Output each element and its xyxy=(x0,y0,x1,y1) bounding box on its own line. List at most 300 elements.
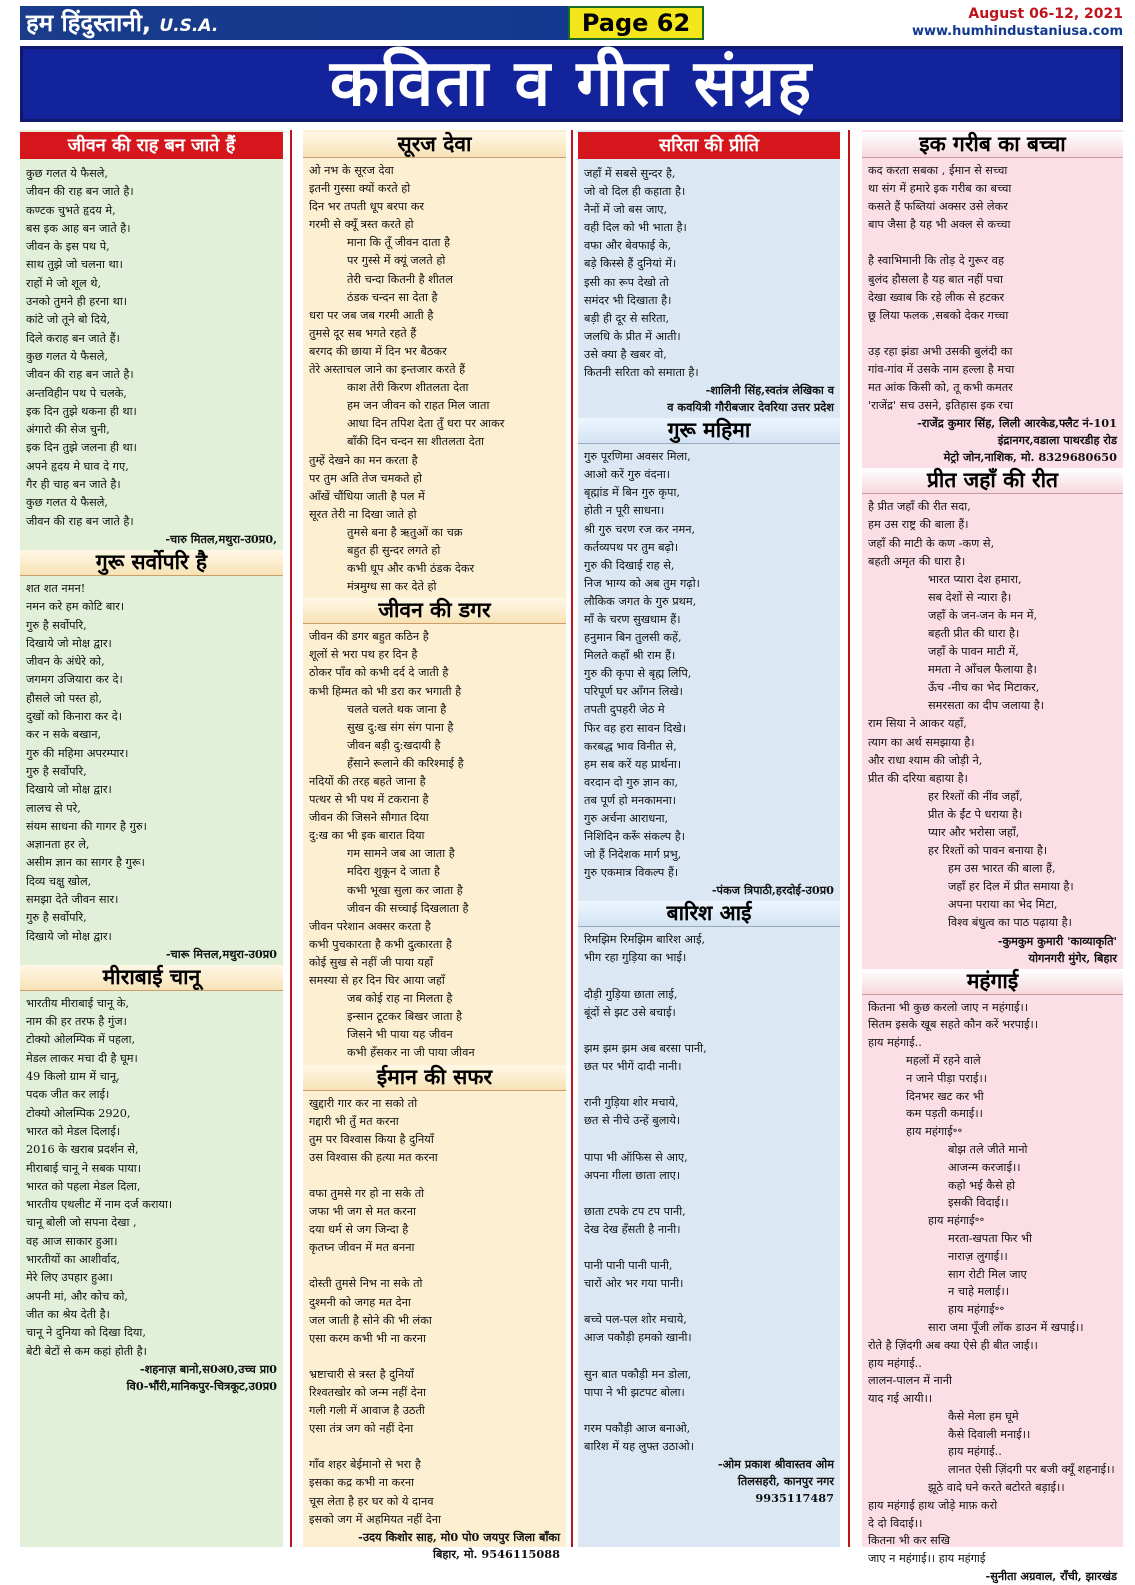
poem-line xyxy=(309,1167,560,1185)
poem-line: चानू ने दुनिया को दिखा दिया, xyxy=(26,1326,146,1340)
poem-line: बड़ी ही दूर से सरिता, xyxy=(584,311,670,325)
poem-line: दिनभर खट कर भी xyxy=(906,1089,984,1103)
poem-line: जहाँ हर दिल में प्रीत समाया है। xyxy=(948,880,1074,894)
poem-line: जो हैं निदेशक मार्ग प्रभु, xyxy=(584,848,682,862)
poem-line: छू लिया फलक ,सबको देकर गच्चा xyxy=(868,308,1009,322)
poem-body xyxy=(20,995,283,1361)
poem-line: कसते हैं फब्तियां अक्सर उसे लेकर xyxy=(868,200,1008,214)
poem-line: इसकी विदाई।। xyxy=(948,1196,1009,1210)
issue-date: August 06-12, 2021 xyxy=(968,6,1123,22)
poem-line: गुरु की दिखाई राह से, xyxy=(584,558,675,572)
poem-line: शूलों से भरा पथ हर दिन है xyxy=(309,648,418,662)
poem-line: तपती दुपहरी जेठ मे xyxy=(584,703,665,717)
poem-line: बच्चे पल-पल शोर मचाये, xyxy=(584,1313,687,1327)
poem-line: आज पकौड़ी हमको खानी। xyxy=(584,1331,692,1345)
poem-line: जीवन बड़ी दु:खदायी है xyxy=(347,738,441,752)
poem-line xyxy=(584,1185,834,1203)
poem-line: संयम साधना की गागर है गुरु। xyxy=(26,819,147,833)
poem-line: जगमग उजियारा कर दे। xyxy=(26,673,123,687)
poem-line: अज्ञानता हर ले, xyxy=(26,838,90,852)
page-number: Page 62 xyxy=(568,6,704,40)
poem-author-phone: मेट्रो जोन,नाशिक, मो. 8329680650 xyxy=(943,450,1117,465)
poem-line: असीम ज्ञान का सागर है गुरू। xyxy=(26,856,145,870)
poem-title: गुरू महिमा xyxy=(578,418,840,444)
poem-line: मेरे लिए उपहार हुआ। xyxy=(26,1271,113,1285)
poem-line: गम सामने जब आ जाता है xyxy=(347,847,455,861)
poem-line: हर रिश्तों को पावन बनाया है। xyxy=(928,844,1048,858)
poem-line: हौसले जो पस्त हो, xyxy=(26,691,103,705)
poem-line: कितनी सरिता को समाता है। xyxy=(584,366,699,380)
poem-line: कृतघ्न जीवन में मत बनना xyxy=(309,1241,415,1255)
poem-line: हनुमान बिन तुलसी कहें, xyxy=(584,631,682,645)
poem-title: गुरू सर्वोपरि है xyxy=(20,550,283,576)
poem-author-address: बिहार, मो. 9546115088 xyxy=(433,1546,560,1561)
poem-line: मंत्रमुग्ध सा कर देते हो xyxy=(347,580,437,594)
poem-title: मीराबाई चानू xyxy=(20,965,283,991)
poem-line: काश तेरी किरण शीतलता देता xyxy=(347,381,469,395)
poem-line: पत्थर से भी पथ में टकराना है xyxy=(309,793,429,807)
poem-line: बाप जैसा है यह भी अक्ल से कच्चा xyxy=(868,218,1011,232)
poem-line: गुरु है सर्वोपरि, xyxy=(26,911,87,925)
poem-line: बहती अमृत की धारा है। xyxy=(868,554,966,568)
poem-line: देखा ख्वाब कि रहे लीक से हटकर xyxy=(868,290,1005,304)
poem-line: ममता ने आँचल फैलाया है। xyxy=(928,663,1037,677)
poem-line: बेटी बेटों से कम कहां होती है। xyxy=(26,1344,147,1358)
website-link[interactable]: www.humhindustaniusa.com xyxy=(911,24,1123,39)
poem-title: जीवन की डगर xyxy=(303,598,566,624)
poem-line: बरगद की छाया में दिन भर बैठकर xyxy=(309,344,447,358)
column-divider xyxy=(290,130,292,1547)
poem-line: कभी भूखा सुला कर जाता है xyxy=(347,883,463,897)
poem-line: भ्रष्टाचारी से त्रस्त है दुनियाँ xyxy=(309,1367,414,1381)
poem-line: छाता टपके टप टप पानी, xyxy=(584,1204,686,1218)
poem-line: कोई सुख से नहीं जी पाया यहाँ xyxy=(309,955,434,969)
column-2 xyxy=(303,130,566,1561)
poem-line: देख देख हँसती है नानी। xyxy=(584,1222,681,1236)
poem-line: लानत ऐसी ज़िंदगी पर बजी क्यूँ शहनाई।। xyxy=(948,1463,1115,1477)
poem-line: माना कि तूँ जीवन दाता है xyxy=(347,236,451,250)
poem-line: गरम पकौड़ी आज बनाओ, xyxy=(584,1421,691,1435)
poem-line: बड़े किस्से हैं दुनियां में। xyxy=(584,257,677,271)
poem-line: गुरु एकमात्र विकल्प हैं। xyxy=(584,866,679,880)
poem-line: हाय महंगाई॰॰ xyxy=(928,1214,985,1228)
poem-line: कभी हिम्मत को भी डरा कर भगाती है xyxy=(309,684,462,698)
poem-author: -शालिनी सिंह,स्वतंत्र लेखिका व xyxy=(705,383,834,398)
poem-body xyxy=(303,628,566,1062)
poem-line: लालन-पालन में नानी xyxy=(868,1374,952,1388)
poem-title: महंगाई xyxy=(862,969,1123,995)
poem-line: दिन भर तपती धूप बरपा कर xyxy=(309,200,425,214)
poem-line: वह आज साकार हुआ। xyxy=(26,1234,118,1248)
poem-line: कभी हँसकर ना जी पाया जीवन xyxy=(347,1046,475,1060)
poem-author: -चारू मित्तल,मथुरा-उ0प्र0 xyxy=(165,946,277,961)
brand-bar xyxy=(20,6,580,40)
poem-line: जहाँ में सबसे सुन्दर है, xyxy=(584,167,676,180)
poem-line: राम सिया ने आकर यहाँ, xyxy=(868,717,967,731)
poem-line: हाय महंगाई.. xyxy=(868,1356,922,1370)
poem-line: जिसने भी पाया यह जीवन xyxy=(347,1028,453,1042)
poem-line: हम सब करें यह प्रार्थना। xyxy=(584,757,682,771)
poem-line: रिमझिम रिमझिम बारिश आई, xyxy=(584,933,706,947)
poem-line: मरता-खपता फिर भी xyxy=(948,1231,1032,1245)
poem-line: दुखों को किनारा कर दे। xyxy=(26,710,123,724)
poem-line: सब देशों से न्यारा है। xyxy=(928,590,1012,604)
poem-line: दिखाये जो मोक्ष द्वार। xyxy=(26,783,112,797)
poem-line: प्यार और भरोसा जहाँ, xyxy=(928,826,1020,839)
poem-line: बाँकी दिन चन्दन सा शीतलता देता xyxy=(347,435,485,449)
poem-line: मदिरा शुकून दे जाता है xyxy=(347,865,440,879)
poem-line: हाय महंगाई.. xyxy=(948,1445,1002,1459)
poem-line: इतनी गुस्सा क्यों करते हो xyxy=(309,182,411,196)
poem-line: जीवन की राह बन जाते है। xyxy=(26,368,134,382)
poem-line: गुरु पूरणिमा अवसर मिला, xyxy=(584,450,691,464)
poem-line: जफा भी जग से मत करना xyxy=(309,1205,416,1219)
poem-line: महलों में रहने वाले xyxy=(906,1053,981,1067)
poem-line: कम पड़ती कमाई।। xyxy=(906,1107,983,1121)
poem-line: टोक्यो ओलम्पिक में पहला, xyxy=(26,1033,136,1047)
poem-line: हाय महंगाई.. xyxy=(868,1036,922,1050)
poem-line: उड़ रहा झंडा अभी उसकी बुलंदी का xyxy=(868,344,1013,358)
poem-line: जीवन की डगर बहुत कठिन है xyxy=(309,630,429,644)
poem-line: हँसाने रूलाने की करिश्माई है xyxy=(347,756,464,770)
poem-line: कुछ गलत ये फैसले, xyxy=(26,496,108,510)
poem-line: विश्व बंधुत्व का पाठ पढ़ाया है। xyxy=(948,916,1072,930)
poem-line: अंगारो की सेज चुनी, xyxy=(26,423,110,437)
poem-line: जो वो दिल ही कहाता है। xyxy=(584,185,686,199)
poem-line: साथ तुझे जो चलना था। xyxy=(26,258,123,272)
poem-line: जीवन की जिसने सौगात दिया xyxy=(309,811,429,825)
poem-line: अन्तविहीन पथ पे चलके, xyxy=(26,386,127,400)
poem-author-address: वि0-भौंरी,मानिकपुर-चित्रकूट,उ0प्र0 xyxy=(126,1378,277,1393)
poem-body xyxy=(862,999,1123,1569)
poem-line: उनको तुमने ही हरना था। xyxy=(26,295,128,309)
poem-line: उस विश्वास की हत्या मत करना xyxy=(309,1150,438,1164)
poem-line: गाँव शहर बेईमानो से भरा है xyxy=(309,1458,421,1472)
poem-line: कितना भी कुछ करलो जाए न महंगाई।। xyxy=(868,1000,1029,1014)
poem-line: है स्वाभिमानी कि तोड़ दे गुरूर वह xyxy=(868,254,1004,268)
poem-line: शत शत नमन! xyxy=(26,581,86,595)
poem-author: -सुनीता अग्रवाल, राँची, झारखंड xyxy=(985,1569,1117,1584)
poem-line: गुरु की कृपा से बृह्म लिपि, xyxy=(584,667,692,681)
poem-line: कुछ गलत ये फैसले, xyxy=(26,349,108,363)
poem-line: 49 किलो ग्राम में चानू, xyxy=(26,1070,120,1084)
poem-line xyxy=(309,1348,560,1366)
poem-line: धरा पर जब जब गरमी आती है xyxy=(309,308,434,322)
poem-line: छत पर भीगें दादी नानी। xyxy=(584,1060,682,1074)
section-banner: कविता व गीत संग्रह xyxy=(20,46,1123,122)
poem-line: बारिश में यह लुफ्त उठाओ। xyxy=(584,1440,694,1453)
poem-line: कैसे मेला हम घूमे xyxy=(948,1409,1019,1423)
poem-line: अपना गीला छाता लाए। xyxy=(584,1168,681,1182)
poem-line: ठोकर पाँव को कभी दर्द दे जाती है xyxy=(309,666,449,680)
poem-line xyxy=(584,1130,834,1148)
poem-line: इसको जग में अहमियत नहीं देना xyxy=(309,1512,441,1526)
poem-line: दुश्मनी को जगह मत देना xyxy=(309,1295,411,1309)
poem-line: भारत को मेडल दिलाई। xyxy=(26,1124,121,1138)
poem-line: बोझ तले जीते मानो xyxy=(948,1142,1028,1156)
poem-author: -पंकज त्रिपाठी,हरदोई-उ0प्र0 xyxy=(711,883,834,898)
poem-line: कद करता सबका , ईमान से सच्चा xyxy=(868,164,1008,177)
poem-line: गरमी से क्यूँ त्रस्त करते हो xyxy=(309,218,414,232)
poem-line: भारतीयों का आशीर्वाद, xyxy=(26,1253,121,1267)
poem-line: साग रोटी मिल जाए xyxy=(948,1267,1027,1281)
poem-line: आँखें चौंधिया जाती है पल में xyxy=(309,489,425,503)
poem-line: गांव-गांव में उसके नाम हल्ला है मचा xyxy=(868,363,1015,377)
poem-line: करबद्ध भाव विनीत से, xyxy=(584,739,677,753)
column-3 xyxy=(578,130,840,1547)
poem-line: और राधा श्याम की जोड़ी ने, xyxy=(868,753,983,767)
poem-line: गैर ही चाह बन जाते है। xyxy=(26,478,121,492)
poem-line: मत आंक किसी को, तू कभी कमतर xyxy=(868,381,1013,395)
poem-line: सारा जमा पूँजी लॉक डाउन में खपाई।। xyxy=(928,1320,1084,1334)
poem-line xyxy=(584,1348,834,1366)
poem-line: समंदर भी दिखाता है। xyxy=(584,293,672,307)
poem-line: जीवन की राह बन जाते है। xyxy=(26,185,134,199)
poem-author-address: तिलसहरी, कानपुर नगर xyxy=(737,1474,834,1489)
poem-line: दिले कराह बन जाते हैं। xyxy=(26,331,120,345)
poem-line: टोक्यो ओलम्पिक 2920, xyxy=(26,1106,131,1120)
poem-line: समझा देते जीवन सार। xyxy=(26,892,119,906)
poem-line: जीवन की राह बन जाते है। xyxy=(26,514,134,528)
poem-line: हम उस भारत की बाला हैं, xyxy=(948,862,1056,876)
poem-line: उसे क्या है खबर वो, xyxy=(584,347,667,361)
poem-line: भीग रहा गुड़िया का भाई। xyxy=(584,951,687,965)
poem-title: सरिता की प्रीति xyxy=(578,132,840,159)
poem-line: कांटे जो तूने बो दिये, xyxy=(26,313,111,327)
poem-author-phone: 9935117487 xyxy=(755,1491,834,1506)
poem-title: इक गरीब का बच्चा xyxy=(862,132,1123,158)
poem-line: नाम की हर तरफ है गुंज। xyxy=(26,1015,127,1029)
poem-line: दिखाये जो मोक्ष द्वार। xyxy=(26,929,112,943)
masthead xyxy=(20,6,1123,42)
poem-line: पर तुम अति तेज चमकते हो xyxy=(309,471,422,485)
poem-line: वही दिल को भी भाता है। xyxy=(584,221,687,235)
poem-line: पदक जीत कर लाई। xyxy=(26,1088,110,1102)
poem-author: -चारु मितल,मथुरा-उ0प्र0, xyxy=(165,531,277,546)
poem-line: आजन्म करजाई।। xyxy=(948,1160,1021,1174)
poem-body xyxy=(862,498,1123,932)
poem-line: अपना पराया का भेद मिटा, xyxy=(948,898,1058,912)
poem-line xyxy=(584,1076,834,1094)
poem-line: समस्या से हर दिन घिर आया जहाँ xyxy=(309,974,445,988)
poem-line: अपने हृदय मे घाव दे गए, xyxy=(26,459,129,473)
poem-line: बूंदों से झट उसे बचाई। xyxy=(584,1005,676,1019)
poem-line: प्रीत के ईंट पे धराया है। xyxy=(928,807,1023,821)
poem-line: छत से नीचे उन्हें बुलाये। xyxy=(584,1114,681,1128)
poem-line: कहो भई कैसे हो xyxy=(948,1178,1016,1192)
poem-body xyxy=(578,165,840,382)
poem-line: कभी धूप और कभी ठंडक देकर xyxy=(347,562,475,576)
poem-author: -कुमकुम कुमारी 'काव्याकृति' xyxy=(997,933,1117,948)
poem-line: इक दिन तुझे थकना ही था। xyxy=(26,404,137,418)
column-divider xyxy=(848,130,850,1547)
poem-line: बस इक आह बन जाते है। xyxy=(26,221,131,235)
poem-title: जीवन की राह बन जाते हैं xyxy=(20,132,283,159)
poem-line: जहाँ के पावन माटी में, xyxy=(928,645,1019,659)
poem-line: जलधि के प्रीत में आती। xyxy=(584,329,681,343)
poem-line: आओ करें गुरु वंदना। xyxy=(584,468,671,482)
poem-line: याद गई आयी।। xyxy=(868,1392,933,1406)
poem-line: 2016 के खराब प्रदर्शन से, xyxy=(26,1143,139,1157)
poem-line: भारतीय एथलीट में नाम दर्ज कराया। xyxy=(26,1198,173,1212)
poem-line: चारों ओर भर गया पानी। xyxy=(584,1277,684,1291)
poem-line: भारत प्यारा देश हमारा, xyxy=(928,572,1022,586)
poem-body xyxy=(303,162,566,596)
poem-line: हर रिश्तों की नींव जहाँ, xyxy=(928,789,1023,803)
poem-line: बहुत ही सुन्दर लगते हो xyxy=(347,543,441,557)
poem-line: दिखाये जो मोक्ष द्वार। xyxy=(26,636,112,650)
poem-line: हाय महंगाई हाथ जोड़े माफ़ करो xyxy=(868,1498,998,1512)
poem-line xyxy=(584,1293,834,1311)
brand-usa: U.S.A. xyxy=(159,16,219,36)
poem-line: कभी पुचकारता है कभी दुत्कारता है xyxy=(309,937,452,951)
poem-line: रानी गुड़िया शोर मचाये, xyxy=(584,1096,679,1110)
poem-body xyxy=(862,162,1123,415)
poem-line: जहाँ के जन-जन के मन में, xyxy=(928,608,1038,622)
poem-line: गद्दारी भी तुँ मत करना xyxy=(309,1114,399,1128)
poem-line: मिलते कहाँ श्री राम हैं। xyxy=(584,649,676,663)
poem-line: होती न पूरी साधना। xyxy=(584,504,665,518)
column-divider xyxy=(571,130,573,1547)
poem-line: वफा तुमसे गर हो ना सके तो xyxy=(309,1186,425,1200)
poem-line: इसका कद्र कभी ना करना xyxy=(309,1476,415,1490)
poem-line: तुमसे बना है ऋतुओं का चक्र xyxy=(347,525,463,539)
poem-line: पापा ने भी झटपट बोला। xyxy=(584,1385,685,1399)
poem-line: तुम्हें देखने का मन करता है xyxy=(309,453,418,467)
poem-line: नैनों में जो बस जाए, xyxy=(584,203,668,217)
poem-line: पानी पानी पानी पानी, xyxy=(584,1259,673,1273)
poem-line: चानू बोली जो सपना देखा , xyxy=(26,1216,137,1230)
poem-body xyxy=(20,580,283,946)
poem-line: बहती प्रीत की धारा है। xyxy=(928,626,1020,640)
poem-title: बारिश आई xyxy=(578,901,840,927)
poem-line: भारतीय मीराबाई चानू के, xyxy=(26,996,129,1010)
poem-line: परिपूर्ण घर आँगन लिखे। xyxy=(584,685,683,699)
poem-line: कर्तव्यपथ पर तुम बढ़ो। xyxy=(584,540,679,554)
poem-author: -ओम प्रकाश श्रीवास्तव ओम xyxy=(717,1457,834,1472)
poem-title: ईमान की सफर xyxy=(303,1065,566,1091)
poem-line: त्याग का अर्थ समझाया है। xyxy=(868,735,975,749)
poem-line: 'राजेंद्र' सच उसने, इतिहास इक रचा xyxy=(868,399,1014,413)
poem-author: -उदय किशोर साह, मो0 पो0 जयपुर जिला बाँका xyxy=(358,1529,560,1544)
poem-line: था संग में हमारे इक गरीब का बच्चा xyxy=(868,182,1012,196)
poem-body xyxy=(303,1095,566,1529)
poem-body xyxy=(578,931,840,1456)
poem-line: आधा दिन तपिश देता तुँ धरा पर आकर xyxy=(347,417,505,431)
brand-name: हम हिंदुस्तानी, xyxy=(26,9,152,37)
poem-line: दु:ख का भी इक बारात दिया xyxy=(309,829,425,843)
poem-line xyxy=(584,1239,834,1257)
poem-line: दिव्य चक्षु खोल, xyxy=(26,874,92,888)
poem-line: मेडल लाकर मचा दी है घूम। xyxy=(26,1051,138,1065)
poem-line: कैसे दिवाली मनाई।। xyxy=(948,1427,1031,1441)
poem-line: नाराज़ लुगाई।। xyxy=(948,1249,1008,1263)
poem-line: गुरु अर्चना आराधना, xyxy=(584,812,669,825)
poem-line: जहाँ की माटी के कण -कण से, xyxy=(868,536,995,550)
poem-line: जल जाती है सोने की भी लंका xyxy=(309,1313,432,1327)
poem-line: निशिदिन करूँ संकल्प है। xyxy=(584,830,686,844)
poem-body xyxy=(20,165,283,531)
poem-line: ओ नभ के सूरज देवा xyxy=(309,164,394,177)
poem-line: निज भाग्य को अब तुम गढ़ो। xyxy=(584,576,700,590)
poem-line: जीत का श्रेय देती है। xyxy=(26,1307,110,1321)
poem-line: हाय महंगाई॰॰ xyxy=(948,1303,1005,1317)
poem-author: -राजेंद्र कुमार सिंह, लिली आरकेड,फ्लैट नं-101 xyxy=(917,416,1117,431)
poem-line: गली गली में आवाज है उठती xyxy=(309,1404,425,1418)
poem-line: नमन करे हम कोटि बार। xyxy=(26,600,125,614)
poem-line: जीवन परेशान अक्सर करता है xyxy=(309,919,431,933)
poem-line: रोते है ज़िंदगी अब क्या ऐसे ही बीत जाई।। xyxy=(868,1338,1038,1352)
poem-line: अपनी मां, और कोच को, xyxy=(26,1289,129,1303)
poem-line: चूस लेता है हर घर को ये दानव xyxy=(309,1494,434,1508)
poem-line: बृह्मांड में बिन गुरु कृपा, xyxy=(584,486,680,500)
poem-line: भारत को पहला मेडल दिला, xyxy=(26,1179,141,1193)
poem-author: -शहनाज़ बानो,स0अ0,उच्च प्रा0 xyxy=(139,1361,277,1376)
poem-line xyxy=(868,325,1117,343)
poem-line: कर न सके बखान, xyxy=(26,728,102,742)
poem-line xyxy=(584,968,834,986)
poem-line: दया धर्म से जग जिन्दा है xyxy=(309,1223,409,1237)
poem-line: एसा करम कभी भी ना करना xyxy=(309,1331,426,1345)
poem-line: तुमसे दूर सब भगते रहते हैं xyxy=(309,326,417,340)
poem-line: इसी का रूप देखो तो xyxy=(584,275,669,289)
poem-line: हम उस राष्ट्र की बाला हैं। xyxy=(868,518,969,532)
poem-author-address: इंद्रानगर,वडाला पाथरडीह रोड xyxy=(997,433,1117,448)
poem-body xyxy=(578,448,840,882)
poem-line: दौड़ी गुड़िया छाता लाई, xyxy=(584,987,678,1001)
poem-line: लौकिक जगत के गुरु प्रथम, xyxy=(584,594,697,608)
poem-line: तब पूर्ण हो मनकामना। xyxy=(584,793,677,807)
poem-line: प्रीत की दरिया बहाया है। xyxy=(868,771,968,785)
column-1 xyxy=(20,130,283,1547)
poem-line: तुम पर विश्वास किया है दुनियाँ xyxy=(309,1132,434,1146)
poem-line: न जाने पीड़ा पराई।। xyxy=(906,1071,988,1085)
poem-author-address: योगनगरी मुंगेर, बिहार xyxy=(1028,950,1117,965)
poem-line: सुख दु:ख संग संग पाना है xyxy=(347,720,454,734)
poem-line: दोस्ती तुमसे निभ ना सके तो xyxy=(309,1277,423,1291)
poem-line xyxy=(584,1402,834,1420)
poem-line: है प्रीत जहाँ की रीत सदा, xyxy=(868,500,971,514)
poem-line: वरदान दो गुरु ज्ञान का, xyxy=(584,775,679,789)
poem-line: खुद्दारी गार कर ना सको तो xyxy=(309,1096,418,1110)
poem-line: एसा तंत्र जग को नहीं देना xyxy=(309,1422,414,1436)
poem-line: ठंडक चन्दन सा देता है xyxy=(347,290,438,304)
poem-line: कण्टक चुभते हृदय मे, xyxy=(26,203,116,217)
poem-line: तेरी चन्दा कितनी है शीतल xyxy=(347,272,453,286)
poem-line: जीवन के अंधेरे को, xyxy=(26,655,105,669)
poem-line: झूठे वादे घने करते बटोरते बड़ाई।। xyxy=(928,1481,1065,1495)
column-4 xyxy=(862,130,1123,1584)
poem-line: सूरत तेरी ना दिखा जाते हो xyxy=(309,507,417,521)
poem-line: लालच से परे, xyxy=(26,801,81,815)
poem-line: जीवन के इस पथ पे, xyxy=(26,240,110,254)
poem-title: सूरज देवा xyxy=(303,132,566,158)
poem-line: बुलंद हौसला है यह बात नहीं पचा xyxy=(868,272,1003,286)
poem-line xyxy=(309,1257,560,1275)
poem-line: तेरे अस्ताचल जाने का इन्तजार करते हैं xyxy=(309,363,466,377)
poem-line: हम जन जीवन को राहत मिल जाता xyxy=(347,399,490,413)
poem-author-address: व कवयित्री गौरीबजार देवरिया उत्तर प्रदेश xyxy=(667,400,834,415)
poem-line: सितम इसके खूब सहते कौन करें भरपाई।। xyxy=(868,1018,1039,1032)
poem-line: माँ के चरण सुखधाम हैं। xyxy=(584,612,681,626)
poem-title: प्रीत जहाँ की रीत xyxy=(862,468,1123,494)
poem-line: राहों मे जो शूल थे, xyxy=(26,276,102,290)
poem-line: वफा और बेवफाई के, xyxy=(584,239,672,253)
poem-line: झम झम झम अब बरसा पानी, xyxy=(584,1041,707,1055)
poem-line: सुन बात पकौड़ी मन डोला, xyxy=(584,1367,692,1381)
poem-line: फिर वह हरा सावन दिखे। xyxy=(584,721,687,735)
poem-line: हाय महंगाई॰॰ xyxy=(906,1125,963,1139)
